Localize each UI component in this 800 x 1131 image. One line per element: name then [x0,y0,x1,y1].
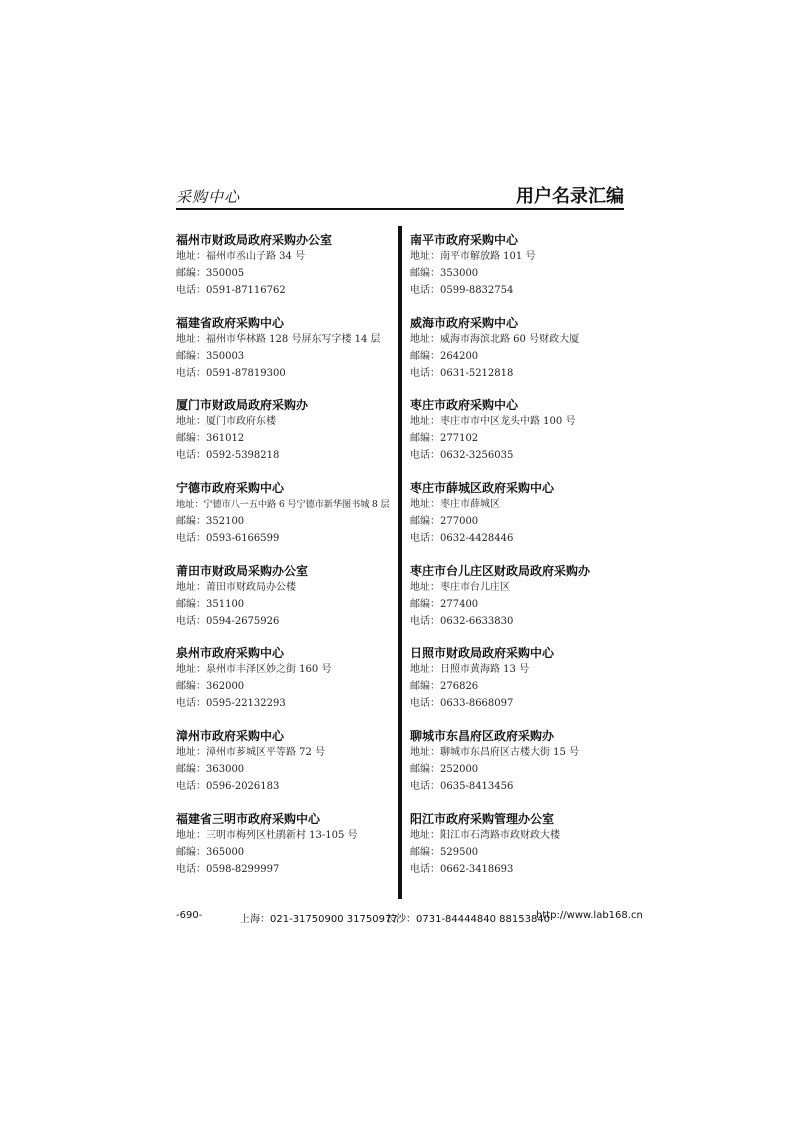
directory-entry [176,480,391,563]
directory-entry [410,563,625,646]
entry-phone: 电话：0593-6166599 [176,533,280,545]
entry-address: 地址：威海市海滨北路 60 号财政大厦 [410,333,580,345]
column-divider [398,226,402,899]
entry-name: 福州市财政局政府采购办公室 [176,233,333,247]
header-rule [176,208,624,210]
entry-address: 地址：枣庄市市中区龙头中路 100 号 [410,416,576,428]
entry-postcode: 邮编：264200 [410,350,479,362]
entry-name: 厦门市财政局政府采购办 [176,398,309,413]
directory-entry [410,315,625,398]
entry-phone: 电话：0632-6633830 [410,615,514,627]
entry-name: 漳州市政府采购中心 [176,729,285,744]
footer-changsha-contact: 长沙：0731-84444840 88153840 [386,914,551,925]
right-column [410,232,625,894]
entry-address: 地址：漳州市芗城区平等路 72 号 [176,747,326,759]
entry-phone: 电话：0635-8413456 [410,781,514,793]
entry-address: 地址：阳江市石湾路市政财政大楼 [410,829,560,841]
entry-phone: 电话：0631-5212818 [410,367,514,379]
entry-name: 南平市政府采购中心 [410,233,519,247]
footer-url: http://www.lab168.cn [536,910,643,921]
entry-phone: 电话：0599-8832754 [410,285,514,296]
entry-postcode: 邮编：361012 [176,433,245,445]
entry-postcode: 邮编：276826 [410,681,479,693]
entry-phone: 电话：0662-3418693 [410,863,514,875]
entry-name: 枣庄市台儿庄区财政局政府采购办 [410,563,591,578]
entry-postcode: 邮编：365000 [176,846,245,858]
entry-postcode: 邮编：277000 [410,516,479,528]
entry-postcode: 邮编：352100 [176,516,245,528]
entry-postcode: 邮编：350005 [176,268,245,279]
entry-name: 阳江市政府采购管理办公室 [410,811,555,826]
entry-address: 地址：宁德市八一五中路 6 号宁德市新华图书城 8 层 [176,499,390,511]
entry-name: 枣庄市政府采购中心 [410,398,519,413]
entry-phone: 电话：0591-87116762 [176,285,286,296]
entry-phone: 电话：0632-3256035 [410,450,514,462]
entry-address: 地址：泉州市丰泽区妙之街 160 号 [176,664,332,676]
entry-phone: 电话：0632-4428446 [410,533,514,545]
entry-postcode: 邮编：351100 [176,598,245,610]
footer-shanghai-contact: 上海：021-31750900 31750977 [240,914,398,925]
entry-address: 地址：福州市丞山子路 34 号 [176,251,306,262]
entry-name: 枣庄市薛城区政府采购中心 [410,481,555,496]
directory-entry [410,480,625,563]
entry-postcode: 邮编：363000 [176,764,245,776]
entry-phone: 电话：0592-5398218 [176,450,280,462]
entry-postcode: 邮编：353000 [410,268,479,279]
entry-name: 威海市政府采购中心 [410,315,519,330]
directory-entry [410,645,625,728]
entry-name: 聊城市东昌府区政府采购办 [410,729,555,744]
entry-postcode: 邮编：277400 [410,598,479,610]
entry-name: 莆田市财政局采购办公室 [176,563,309,578]
directory-entry [410,397,625,480]
entry-postcode: 邮编：277102 [410,433,479,445]
entry-address: 地址：三明市梅列区杜鹃新村 13-105 号 [176,829,358,841]
entry-postcode: 邮编：252000 [410,764,479,776]
entry-address: 地址：枣庄市台儿庄区 [410,581,510,593]
entry-name: 福建省三明市政府采购中心 [176,811,321,826]
entry-name: 福建省政府采购中心 [176,315,285,330]
entry-address: 地址：厦门市政府东楼 [176,416,276,428]
entry-postcode: 邮编：362000 [176,681,245,693]
directory-entry [176,811,391,894]
entry-address: 地址：日照市黄海路 13 号 [410,664,530,676]
directory-entry [176,563,391,646]
directory-entry [410,232,625,315]
entry-address: 地址：福州市华林路 128 号屏东写字楼 14 层 [176,333,381,345]
entry-address: 地址：聊城市东昌府区古楼大街 15 号 [410,747,580,759]
entry-name: 日照市财政局政府采购中心 [410,646,555,661]
entry-name: 宁德市政府采购中心 [176,481,285,496]
directory-entry [410,728,625,811]
entry-address: 地址：枣庄市薛城区 [410,499,500,511]
entry-address: 地址：莆田市财政局办公楼 [176,581,296,593]
directory-entry [176,232,391,315]
directory-entry [176,315,391,398]
directory-entry [176,728,391,811]
header-book-title: 用户名录汇编 [516,186,624,207]
entry-address: 地址：南平市解放路 101 号 [410,251,536,262]
directory-entry [410,811,625,894]
directory-entry [176,645,391,728]
directory-entry [176,397,391,480]
entry-phone: 电话：0598-8299997 [176,863,280,875]
entry-phone: 电话：0595-22132293 [176,698,286,710]
entry-phone: 电话：0596-2026183 [176,781,280,793]
entry-postcode: 邮编：350003 [176,350,245,362]
entry-phone: 电话：0591-87819300 [176,367,286,379]
entry-postcode: 邮编：529500 [410,846,479,858]
entry-name: 泉州市政府采购中心 [176,646,285,661]
page-number: -690- [176,910,203,921]
entry-phone: 电话：0594-2675926 [176,615,280,627]
entry-phone: 电话：0633-8668097 [410,698,514,710]
header-section-title: 采购中心 [176,188,241,206]
left-column [176,232,391,894]
